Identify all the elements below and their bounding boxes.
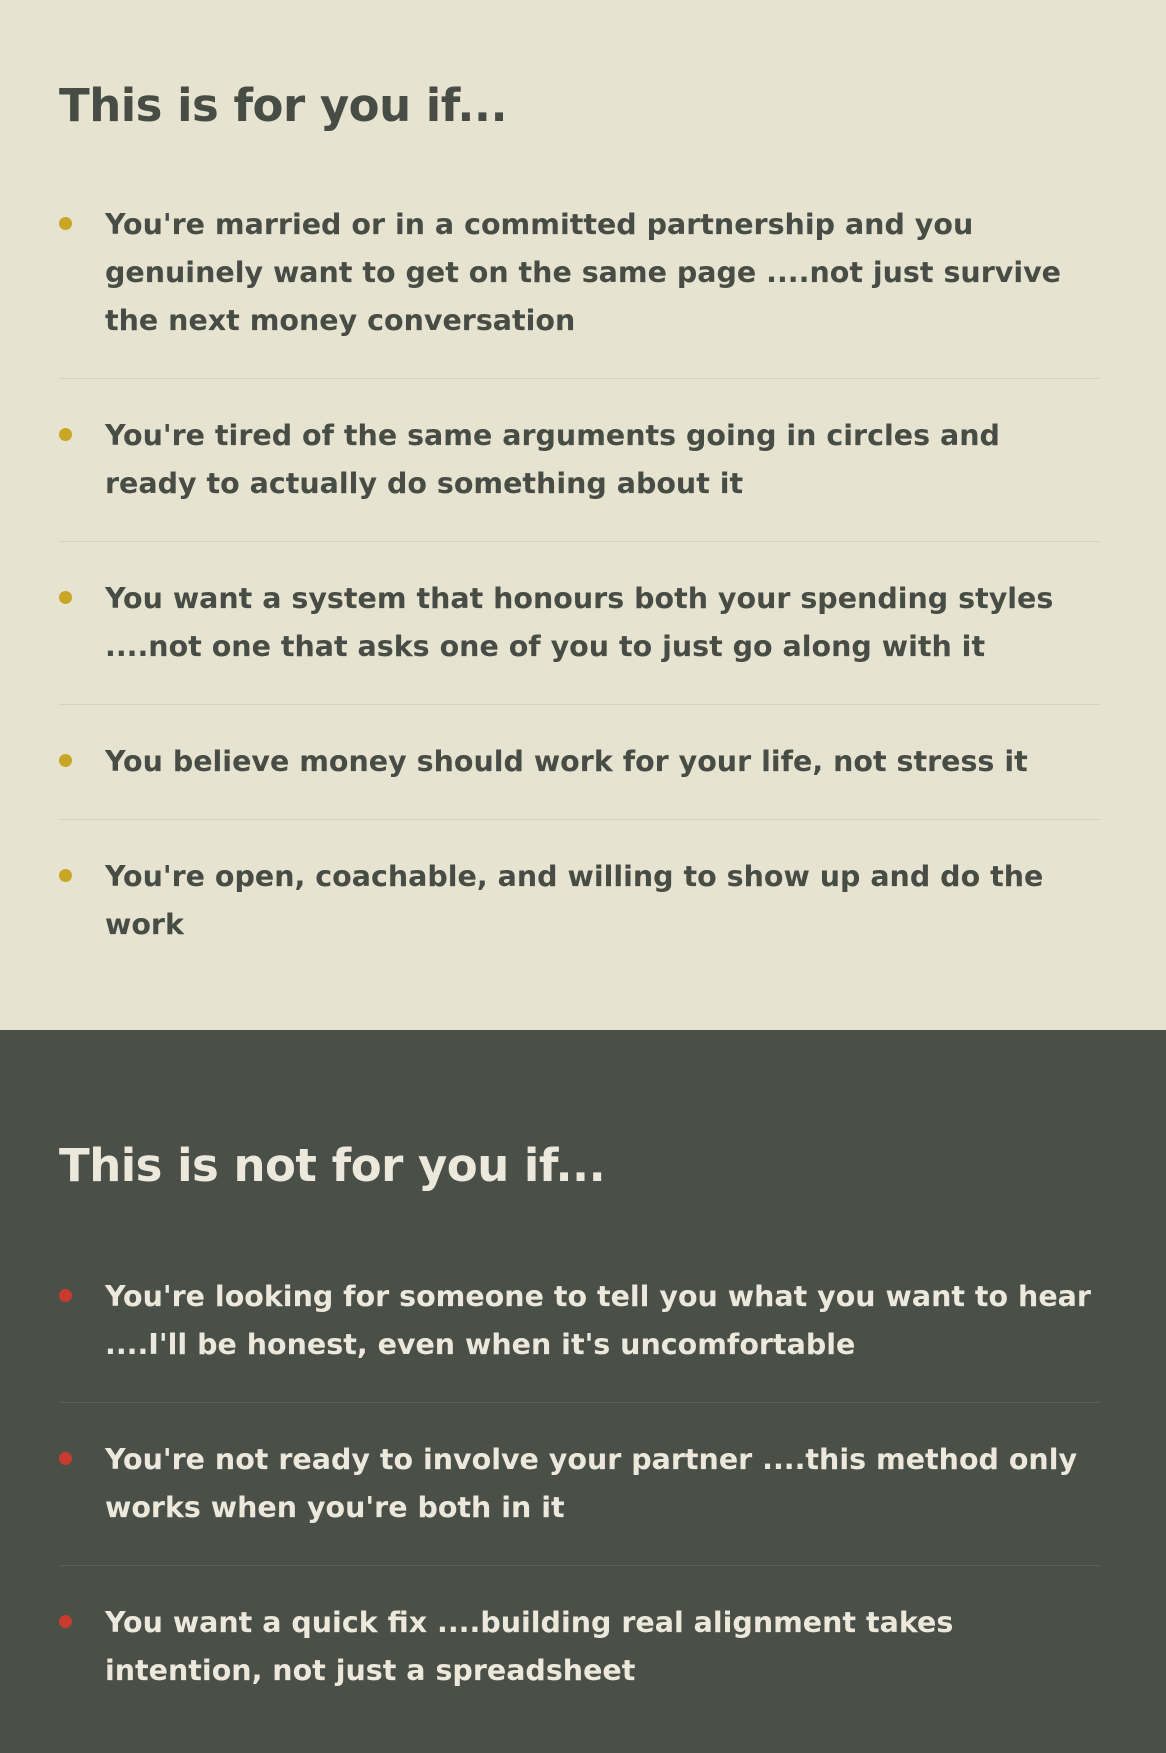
list-item <box>59 853 1100 982</box>
list-item-text: You're open, coachable, and willing to show up and do the work <box>105 860 1044 941</box>
for-you-heading: This is for you if... <box>59 79 508 132</box>
list-item <box>59 1436 1100 1566</box>
red-bullet-icon <box>59 1289 72 1302</box>
list-item-text: You want a quick fix ....building real alignment takes intention, not just a spreadsheet <box>105 1606 954 1687</box>
list-item-text: You're not ready to involve your partner ....this method only works when you're both in it <box>105 1443 1078 1524</box>
list-item <box>59 738 1100 820</box>
yellow-bullet-icon <box>59 869 72 882</box>
list-item <box>59 1273 1100 1403</box>
not-for-you-list <box>59 1273 1100 1728</box>
not-for-you-section <box>0 1030 1166 1753</box>
red-bullet-icon <box>59 1615 72 1628</box>
yellow-bullet-icon <box>59 591 72 604</box>
list-item-text: You're tired of the same arguments going in circles and ready to actually do something about it <box>105 419 1000 500</box>
red-bullet-icon <box>59 1452 72 1465</box>
list-item <box>59 201 1100 379</box>
list-item <box>59 1599 1100 1728</box>
for-you-list <box>59 201 1100 982</box>
list-item-text: You want a system that honours both your spending styles ....not one that asks one of you to just go along with it <box>105 582 1054 663</box>
list-item <box>59 412 1100 542</box>
yellow-bullet-icon <box>59 428 72 441</box>
list-item-text: You're married or in a committed partnership and you genuinely want to get on the same page ....not just survive the next money conversation <box>105 208 1062 337</box>
list-item-text: You believe money should work for your life, not stress it <box>105 745 1028 778</box>
list-item-text: You're looking for someone to tell you what you want to hear ....I'll be honest, even when it's uncomfortable <box>105 1280 1091 1361</box>
not-for-you-heading: This is not for you if... <box>59 1139 606 1192</box>
yellow-bullet-icon <box>59 217 72 230</box>
list-item <box>59 575 1100 705</box>
yellow-bullet-icon <box>59 754 72 767</box>
